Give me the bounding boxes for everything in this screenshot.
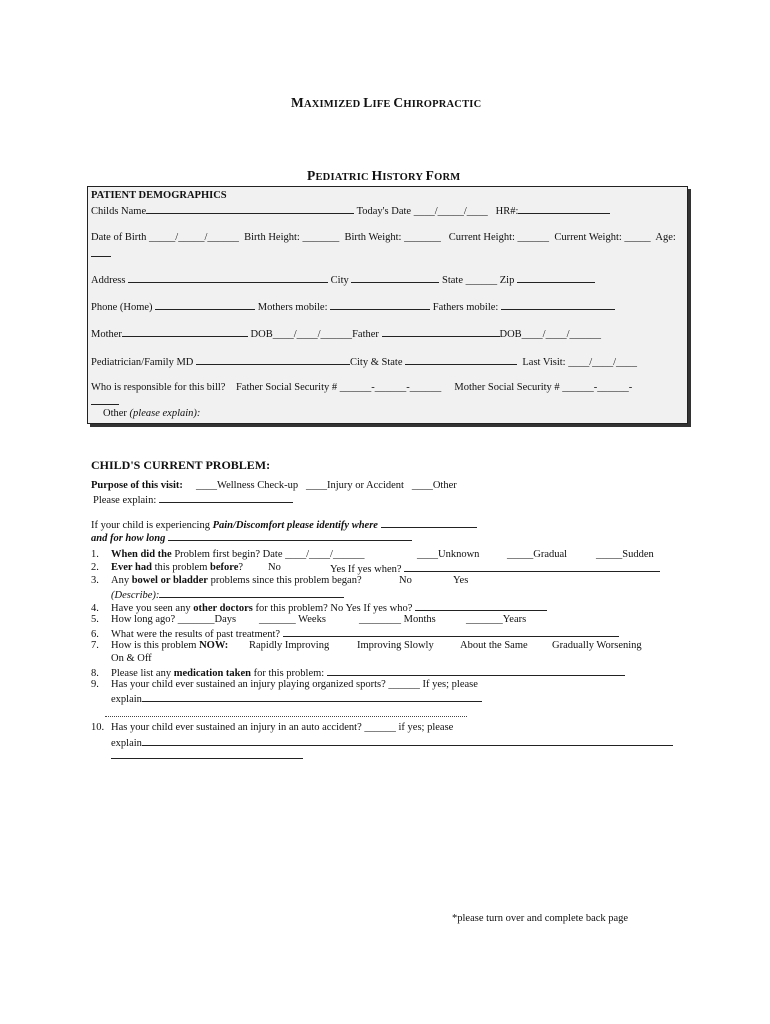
q1-gradual[interactable]: _____Gradual xyxy=(507,549,568,560)
billing-row xyxy=(91,382,632,393)
fathers-mobile-field[interactable] xyxy=(501,300,615,310)
phone-row xyxy=(91,300,615,313)
address-label: Address xyxy=(91,275,126,286)
form-title-part: ORM xyxy=(434,172,461,183)
q2-bold: before xyxy=(210,562,239,573)
question-10 xyxy=(91,722,453,733)
practice-name-part: IFE xyxy=(372,99,394,110)
practice-name-part: AXIMIZED xyxy=(303,99,364,110)
q7-improving-slowly[interactable]: Improving Slowly xyxy=(357,640,434,651)
q9-explain-label: explain xyxy=(111,694,142,705)
question-number: 7. xyxy=(91,640,99,651)
birth-row xyxy=(91,232,676,243)
q8-bold: medication taken xyxy=(173,668,251,679)
q7-text: How is this problem xyxy=(111,640,200,651)
q6-field[interactable] xyxy=(283,627,619,637)
zip-label: Zip xyxy=(499,275,515,286)
current-weight-label: Current Weight: _____ xyxy=(554,232,651,243)
address-field[interactable] xyxy=(128,273,328,283)
question-7 xyxy=(91,640,228,651)
q3-text: problems since this problem began? xyxy=(207,575,362,586)
q4-bold: other doctors xyxy=(193,603,253,614)
question-5 xyxy=(91,614,236,625)
q2-bold: Ever had xyxy=(111,562,152,573)
q5-text: How long ago? _______Days xyxy=(111,614,237,625)
question-9 xyxy=(91,679,478,690)
wellness-option[interactable]: ____Wellness Check-up xyxy=(196,480,299,491)
pain-where-field[interactable] xyxy=(381,518,477,528)
other-option[interactable]: ____Other xyxy=(411,480,457,491)
q8-text: for this problem: xyxy=(251,668,325,679)
other-row xyxy=(103,408,200,419)
q7-gradually-worsening[interactable]: Gradually Worsening xyxy=(552,640,642,651)
q7-about-same[interactable]: About the Same xyxy=(460,640,528,651)
q7-rapidly-improving[interactable]: Rapidly Improving xyxy=(249,640,330,651)
question-number: 10. xyxy=(91,722,105,733)
q1-unknown[interactable]: ____Unknown xyxy=(417,549,480,560)
fathers-mobile-label: Fathers mobile: xyxy=(432,302,499,313)
age-label: Age: xyxy=(655,232,676,243)
pain-bold: Pain/Discomfort please identify where xyxy=(212,520,378,531)
q9-text: Has your child ever sustained an injury playing organized sports? ______ If yes; please xyxy=(111,679,478,690)
form-title-part: EDIATRIC xyxy=(315,172,372,183)
q3-describe-field[interactable] xyxy=(159,588,344,598)
practice-name-part: HIROPRACTIC xyxy=(403,99,482,110)
mother-dob-label: DOB____/____/______ xyxy=(250,329,353,340)
please-explain-row xyxy=(93,493,293,506)
purpose-label: Purpose of this visit: xyxy=(91,480,183,491)
q4-text: for this problem? No Yes If yes who? xyxy=(252,603,413,614)
pediatrician-row xyxy=(91,355,637,368)
q2-text: this problem xyxy=(151,562,210,573)
phone-home-label: Phone (Home) xyxy=(91,302,153,313)
question-number: 5. xyxy=(91,614,99,625)
question-number: 2. xyxy=(91,562,99,573)
other-label: Other xyxy=(103,408,127,419)
q10-explain-continuation[interactable] xyxy=(111,758,303,759)
how-long-field[interactable] xyxy=(168,531,412,541)
how-long-row xyxy=(91,531,412,544)
mothers-mobile-field[interactable] xyxy=(330,300,430,310)
question-8 xyxy=(91,666,625,679)
q7-on-off[interactable]: On & Off xyxy=(111,653,152,664)
father-ss-label: Father Social Security # ______-______-______ xyxy=(235,382,442,393)
q3-describe-label: (Describe): xyxy=(111,590,160,601)
q10-text: Has your child ever sustained an injury in an auto accident? ______ if yes; please xyxy=(111,722,454,733)
q2-yes-label[interactable]: Yes If yes when? xyxy=(330,564,402,575)
city-field[interactable] xyxy=(351,273,439,283)
mothers-mobile-label: Mothers mobile: xyxy=(257,302,328,313)
question-number: 1. xyxy=(91,549,99,560)
birth-weight-label: Birth Weight: _______ xyxy=(344,232,441,243)
date-of-birth-label: Date of Birth _____/_____/______ xyxy=(91,232,239,243)
question-6 xyxy=(91,627,619,640)
question-2 xyxy=(91,562,243,573)
form-title-part: ISTORY xyxy=(382,172,426,183)
city-state-label: City & State xyxy=(350,357,403,368)
pain-prefix: If your child is experiencing xyxy=(91,520,213,531)
city-label: City xyxy=(330,275,349,286)
please-explain-field[interactable] xyxy=(159,493,293,503)
practice-name-part: M xyxy=(291,95,304,110)
q2-yes xyxy=(330,562,660,575)
form-title-part: H xyxy=(371,168,383,183)
current-height-label: Current Height: ______ xyxy=(448,232,550,243)
q3-yes[interactable]: Yes xyxy=(453,575,469,586)
birth-height-label: Birth Height: _______ xyxy=(244,232,340,243)
father-dob-label: DOB____/____/______ xyxy=(499,329,602,340)
q6-text: What were the results of past treatment? xyxy=(111,629,281,640)
current-problem-heading: CHILD'S CURRENT PROBLEM: xyxy=(91,458,271,472)
hr-label: HR#: xyxy=(495,206,519,217)
parents-row xyxy=(91,327,601,340)
practice-name-part: C xyxy=(393,95,404,110)
q7-bold: NOW: xyxy=(199,640,229,651)
q1-sudden[interactable]: _____Sudden xyxy=(596,549,654,560)
question-number: 9. xyxy=(91,679,99,690)
question-number: 4. xyxy=(91,603,99,614)
injury-option[interactable]: ____Injury or Accident xyxy=(305,480,404,491)
q2-q: ? xyxy=(238,562,244,573)
demographics-heading: PATIENT DEMOGRAPHICS xyxy=(91,190,227,201)
question-number: 3. xyxy=(91,575,99,586)
city-state-field[interactable] xyxy=(405,355,517,365)
q5-months[interactable]: ________ Months xyxy=(359,614,436,625)
state-label: State ______ xyxy=(442,275,498,286)
q4-text: Have you seen any xyxy=(111,603,194,614)
age-field[interactable] xyxy=(91,256,111,257)
todays-date-label: Today's Date ____/_____/____ xyxy=(356,206,488,217)
q10-explain-label: explain xyxy=(111,738,142,749)
address-row xyxy=(91,273,595,286)
father-label: Father xyxy=(352,329,379,340)
mother-ss-label: Mother Social Security # ______-______- xyxy=(454,382,633,393)
q2-no[interactable]: No xyxy=(268,562,281,573)
question-number: 8. xyxy=(91,668,99,679)
form-title-part: F xyxy=(425,168,435,183)
question-3 xyxy=(91,575,362,586)
q3-no[interactable]: No xyxy=(399,575,412,586)
q4-who-field[interactable] xyxy=(415,601,547,611)
other-explain-label: (please explain): xyxy=(129,408,201,419)
practice-name xyxy=(291,95,481,111)
purpose-row xyxy=(91,480,457,491)
childs-name-row xyxy=(91,204,610,217)
zip-field[interactable] xyxy=(517,273,595,283)
how-long-label: and for how long xyxy=(91,533,166,544)
q5-years[interactable]: _______Years xyxy=(466,614,527,625)
q9-explain-row xyxy=(111,692,482,705)
mother-label: Mother xyxy=(91,329,122,340)
q10-explain-field[interactable] xyxy=(142,736,673,746)
form-title xyxy=(307,168,460,184)
q8-text: Please list any xyxy=(111,668,174,679)
q9-dotted-line[interactable] xyxy=(105,716,467,717)
responsible-label: Who is responsible for this bill? xyxy=(91,382,226,393)
question-4 xyxy=(91,601,547,614)
hr-field[interactable] xyxy=(518,204,610,214)
pediatrician-label: Pediatrician/Family MD xyxy=(91,357,194,368)
q10-explain-row xyxy=(111,736,673,749)
childs-name-label: Childs Name xyxy=(91,206,147,217)
father-field[interactable] xyxy=(382,327,500,337)
q1-bold: When did the xyxy=(111,549,172,560)
turn-over-note: *please turn over and complete back page xyxy=(452,913,629,924)
q3-text: Any xyxy=(111,575,132,586)
please-explain-label: Please explain: xyxy=(93,495,157,506)
last-visit-label: Last Visit: ____/____/____ xyxy=(522,357,638,368)
q3-describe-row xyxy=(111,588,344,601)
pain-row xyxy=(91,518,477,531)
q2-when-field[interactable] xyxy=(404,562,660,572)
mother-field[interactable] xyxy=(122,327,248,337)
q9-explain-field[interactable] xyxy=(142,692,482,702)
form-title-part: P xyxy=(307,168,316,183)
q5-weeks[interactable]: _______ Weeks xyxy=(259,614,326,625)
q8-field[interactable] xyxy=(327,666,625,676)
phone-home-field[interactable] xyxy=(155,300,255,310)
pediatrician-field[interactable] xyxy=(196,355,350,365)
childs-name-field[interactable] xyxy=(146,204,354,214)
question-1 xyxy=(91,549,364,560)
q1-text: Problem first begin? Date ____/____/______ xyxy=(171,549,365,560)
practice-name-part: L xyxy=(363,95,373,110)
question-number: 6. xyxy=(91,629,99,640)
mother-ss-continuation[interactable] xyxy=(91,404,119,405)
q3-bold: bowel or bladder xyxy=(131,575,208,586)
